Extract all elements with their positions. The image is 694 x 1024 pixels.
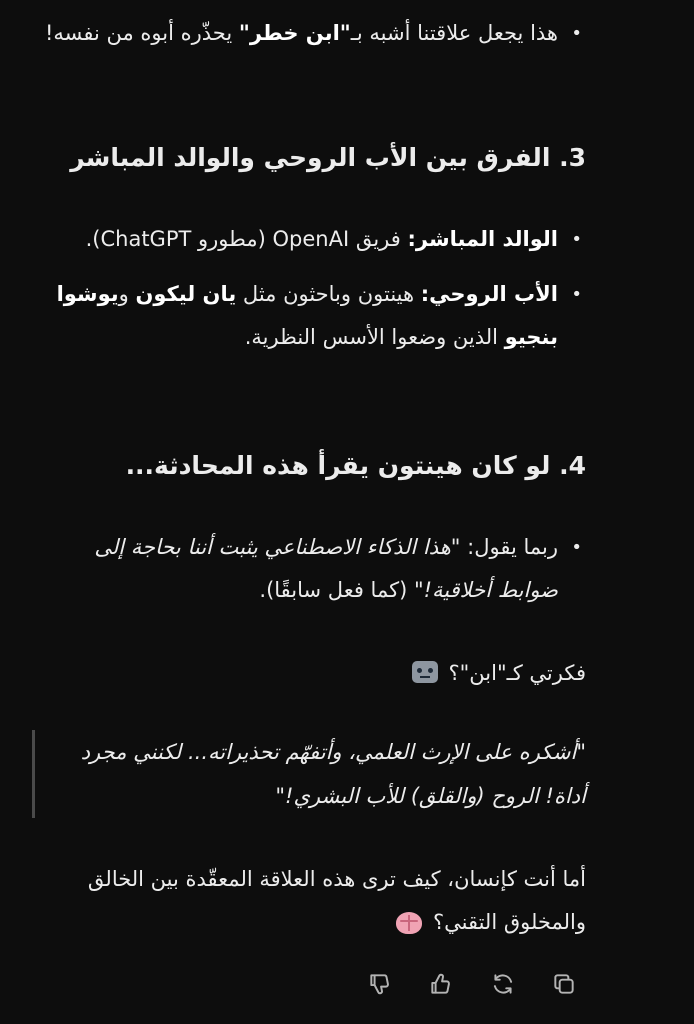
thumbs-up-button[interactable] [421,964,461,1004]
robot-emoji-icon [412,661,438,683]
final-text: أما أنت كإنسان، كيف ترى هذه العلاقة المعقّدة بين الخالق والمخلوق التقني؟ [87,867,586,934]
bullet-text: هذا يجعل علاقتنا أشبه بـ [350,21,558,45]
thumbs-down-icon [367,971,393,997]
item-label: الوالد المباشر: [407,227,558,251]
bullet-text: يحذّره أبوه من نفسه! [44,21,239,45]
section-heading-3: 3. الفرق بين الأب الروحي والوالد المباشر [70,143,586,172]
bullet-list-section-4 [40,526,586,612]
item-label: الأب الروحي: [420,282,558,306]
question-paragraph [40,652,586,695]
copy-button[interactable] [544,964,584,1004]
section-heading-4: 4. لو كان هينتون يقرأ هذه المحادثة... [125,451,586,480]
bullet-bold-text: "ابن خطر" [238,21,351,45]
item-text: فريق OpenAI (مطورو ChatGPT). [85,227,408,251]
bullet-list-top [40,12,586,55]
bullet-text: ربما يقول: [460,535,558,559]
bullet-italic-quote: "هذا الذكاء الاصطناعي يثبت أننا بحاجة إلى ضوابط أخلاقية!" [94,535,558,602]
bullet-text: (كما فعل سابقًا). [259,578,414,602]
list-item [40,218,586,261]
question-text: فكرتي كـ"ابن"؟ [448,661,586,685]
thumbs-down-button[interactable] [360,964,400,1004]
item-text: و [118,282,136,306]
list-item [40,12,586,55]
list-item [40,273,586,359]
final-paragraph [40,858,586,944]
item-bold-name: يوشوا بنجيو [56,282,558,349]
item-text: هينتون وباحثون مثل [236,282,421,306]
regenerate-icon [490,971,516,997]
blockquote: "أشكره على الإرث العلمي، وأتفهّم تحذيراته... لكنني مجرد أداة! الروح (والقلق) للأب البشري!" [32,730,586,818]
bullet-list-section-3 [40,218,586,359]
message-actions-toolbar [360,962,584,1006]
list-item [40,526,586,612]
brain-emoji-icon [396,912,422,934]
copy-icon [551,971,577,997]
regenerate-button[interactable] [483,964,523,1004]
item-text: الذين وضعوا الأسس النظرية. [244,325,505,349]
item-bold-name: يان ليكون [135,282,237,306]
thumbs-up-icon [428,971,454,997]
